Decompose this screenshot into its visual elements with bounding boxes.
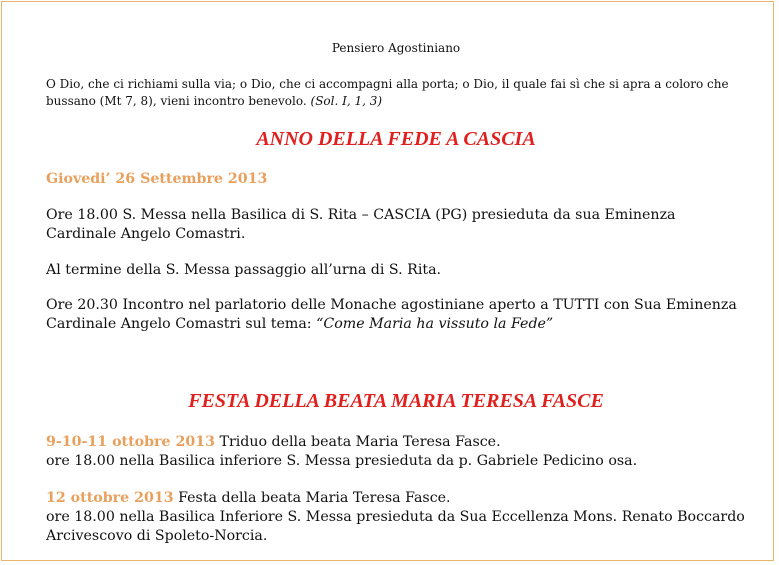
paragraph-urna: Al termine della S. Messa passaggio all’urna di S. Rita.	[46, 262, 442, 278]
event-triduo	[46, 433, 746, 471]
event-date: Giovedi’ 26 Settembre 2013	[46, 171, 268, 187]
triduo-title: Triduo della beata Maria Teresa Fasce.	[214, 434, 501, 450]
triduo-detail: ore 18.00 nella Basilica inferiore S. Messa presieduta da p. Gabriele Pedicino osa.	[46, 453, 638, 469]
section-heading-anno-fede: ANNO DELLA FEDE A CASCIA	[256, 128, 536, 150]
quote-source: (Sol. I, 1, 3)	[310, 94, 383, 108]
paragraph-incontro	[46, 296, 746, 334]
pensiero-quote	[46, 76, 746, 110]
quote-text: O Dio, che ci richiami sulla via; o Dio, che ci accompagni alla porta; o Dio, il quale fai sì che si apra a coloro che bussano (Mt 7, 8), vieni incontro benevolo.	[46, 77, 729, 108]
section-heading-festa: FESTA DELLA BEATA MARIA TERESA FASCE	[188, 390, 604, 412]
pensiero-title: Pensiero Agostiniano	[331, 41, 461, 55]
festa-title: Festa della beata Maria Teresa Fasce.	[173, 490, 451, 506]
incontro-text: Ore 20.30 Incontro nel parlatorio delle Monache agostiniane aperto a TUTTI con Sua Eminenza Cardinale Angelo Comastri sul tema:	[46, 297, 737, 332]
incontro-theme: “Come Maria ha vissuto la Fede”	[316, 316, 554, 332]
triduo-date: 9-10-11 ottobre 2013	[46, 434, 215, 450]
festa-date: 12 ottobre 2013	[46, 490, 174, 506]
event-festa	[46, 489, 746, 546]
paragraph-messa: Ore 18.00 S. Messa nella Basilica di S. Rita – CASCIA (PG) presieduta da sua Eminenza Cardinale Angelo Comastri.	[46, 207, 676, 242]
festa-detail: ore 18.00 nella Basilica Inferiore S. Messa presieduta da Sua Eccellenza Mons. Renato Boccardo Arcivescovo di Spoleto-Norcia.	[46, 509, 745, 544]
